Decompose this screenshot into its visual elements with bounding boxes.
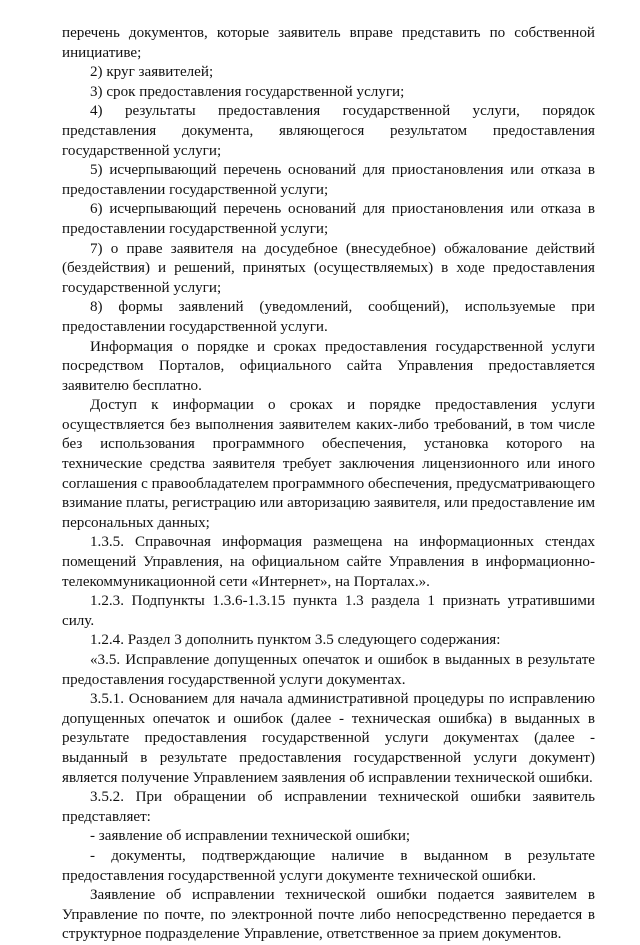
paragraph-18: - документы, подтверждающие наличие в выданном в результате предоставления государственной услуги документе технической ошибки.: [62, 847, 595, 884]
paragraph-16: 3.5.2. При обращении об исправлении технической ошибки заявитель представляет:: [62, 789, 595, 825]
paragraph-4: 4) результаты предоставления государственной услуги, порядок представления документа, являющегося результатом предоставления государственной услуги;: [62, 103, 595, 159]
paragraph-13: 1.2.4. Раздел 3 дополнить пунктом 3.5 следующего содержания:: [90, 632, 501, 649]
paragraph-2: 2) круг заявителей;: [90, 64, 214, 81]
paragraph-15: 3.5.1. Основанием для начала административной процедуры по исправлению допущенных опечаток и ошибок (далее - техническая ошибка) в выданных в результате предоставления государственной услуги документах (далее - выданный в результате предоставления государственной услуги документ) является получение Управлением заявления об исправлении технической ошибки.: [62, 691, 595, 786]
paragraph-17: - заявление об исправлении технической ошибки;: [90, 828, 411, 845]
paragraph-10: Доступ к информации о сроках и порядке предоставления услуги осуществляется без выполнения заявителем каких-либо требований, в том числе без использования программного обеспечения, установка которого на технические средства заявителя требует заключения лицензионного или иного соглашения с правообладателем программного обеспечения, предусматривающего взимание платы, регистрацию или авторизацию заявителя, или предоставление им персональных данных;: [62, 397, 595, 531]
paragraph-7: 7) о праве заявителя на досудебное (внесудебное) обжалование действий (бездействия) и решений, принятых (осуществляемых) в ходе предоставления государственной услуги;: [62, 240, 595, 296]
paragraph-19: Заявление об исправлении технической ошибки подается заявителем в Управление по почте, по электронной почте либо непосредственно передается в структурное подразделение Управление, ответственное за прием документов.: [62, 887, 595, 943]
paragraph-8: 8) формы заявлений (уведомлений, сообщений), используемые при предоставлении государственной услуги.: [62, 299, 595, 335]
paragraph-11: 1.3.5. Справочная информация размещена на информационных стендах помещений Управления, на официальном сайте Управления в информационно-телекоммуникационной сети «Интернет», на Порталах.».: [62, 534, 595, 590]
paragraph-5: 5) исчерпывающий перечень оснований для приостановления или отказа в предоставлении государственной услуги;: [62, 162, 595, 198]
paragraph-9: Информация о порядке и сроках предоставления государственной услуги посредством Порталов, официального сайта Управления предоставляется заявителю бесплатно.: [62, 338, 595, 394]
document-page: [62, 24, 595, 945]
paragraph-6: 6) исчерпывающий перечень оснований для приостановления или отказа в предоставлении государственной услуги;: [62, 201, 595, 237]
paragraph-3: 3) срок предоставления государственной услуги;: [90, 83, 405, 100]
paragraph-1: перечень документов, которые заявитель вправе представить по собственной инициативе;: [62, 25, 595, 61]
paragraph-12: 1.2.3. Подпункты 1.3.6-1.3.15 пункта 1.3 раздела 1 признать утратившими силу.: [62, 593, 595, 629]
paragraph-14: «3.5. Исправление допущенных опечаток и ошибок в выданных в результате предоставления государственной услуги документах.: [62, 652, 595, 688]
